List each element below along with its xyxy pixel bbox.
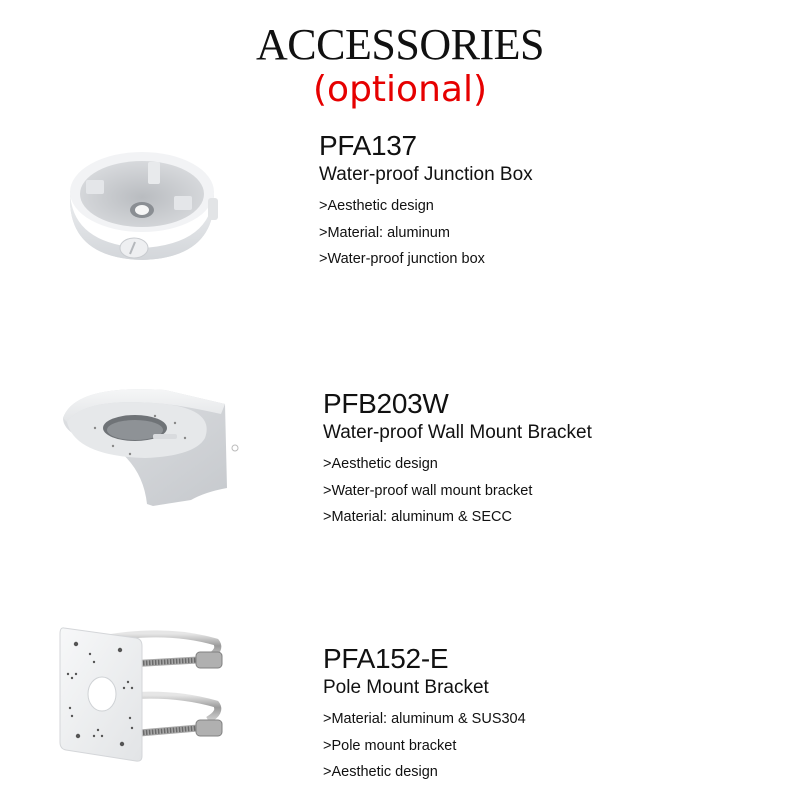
product-info [323, 643, 526, 786]
feature-item: >Aesthetic design [323, 456, 438, 472]
feature-item: >Water-proof wall mount bracket [323, 482, 533, 499]
feature-item: >Material: aluminum & SUS304 [323, 711, 526, 727]
feature-item: >Water-proof junction box [319, 251, 485, 267]
feature-item: >Material: aluminum & SECC [323, 509, 512, 525]
product-name: Water-proof Junction Box [319, 164, 533, 185]
feature-list [323, 706, 526, 786]
product-name: Pole Mount Bracket [323, 677, 489, 698]
junction-box-image [62, 140, 222, 265]
product-model: PFB203W [323, 388, 449, 419]
feature-item: >Pole mount bracket [323, 737, 457, 754]
feature-item: >Material: aluminum [319, 224, 450, 241]
product-info [323, 388, 592, 531]
feature-item: >Aesthetic design [323, 764, 438, 780]
product-info [319, 130, 533, 273]
wall-mount-bracket-image [55, 378, 245, 513]
product-model: PFA137 [319, 130, 417, 161]
feature-item: >Aesthetic design [319, 198, 434, 214]
product-name: Water-proof Wall Mount Bracket [323, 422, 592, 443]
page-title: ACCESSORIES [256, 20, 544, 69]
feature-list [323, 451, 592, 531]
pole-mount-bracket-image [58, 624, 228, 764]
feature-list [319, 193, 533, 273]
page-subtitle: (optional) [313, 69, 487, 110]
product-model: PFA152-E [323, 643, 449, 674]
